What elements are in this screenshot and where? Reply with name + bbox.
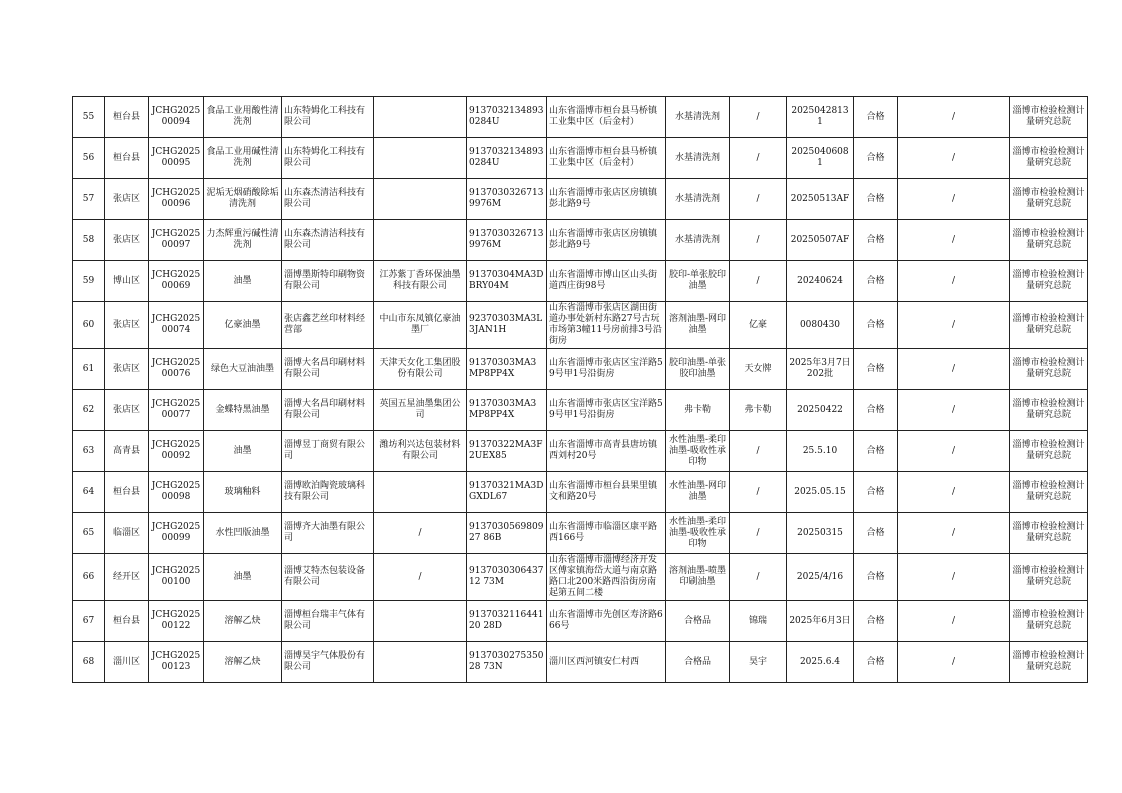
row-number: 57	[73, 179, 105, 220]
sample-code-cell: JCHG202500077	[149, 390, 204, 431]
batch-cell: 0080430	[787, 302, 854, 349]
product-name-cell: 泥垢无烟硝酸除垢清洗剂	[204, 179, 282, 220]
note-cell: /	[898, 642, 1010, 683]
agency-cell: 淄博市检验检测计量研究总院	[1010, 97, 1088, 138]
sample-code-cell: JCHG202500092	[149, 431, 204, 472]
table-row	[73, 261, 1088, 302]
table-row	[73, 431, 1088, 472]
spec-type-cell: 胶印油墨-单张胶印油墨	[666, 349, 730, 390]
note-cell: /	[898, 513, 1010, 554]
spec-type-cell: 水基清洗剂	[666, 138, 730, 179]
row-number: 58	[73, 220, 105, 261]
brand-cell: /	[730, 472, 787, 513]
batch-cell: 20240624	[787, 261, 854, 302]
manufacturer-cell	[374, 220, 467, 261]
sampled-unit-cell: 淄博桓台瑞丰气体有限公司	[282, 601, 374, 642]
district-cell: 张店区	[105, 179, 149, 220]
spec-type-cell: 水性油墨-柔印油墨-吸收性承印物	[666, 431, 730, 472]
brand-cell: /	[730, 138, 787, 179]
product-name-cell: 水性凹版油墨	[204, 513, 282, 554]
note-cell: /	[898, 554, 1010, 601]
result-cell: 合格	[854, 302, 898, 349]
manufacturer-cell: /	[374, 554, 467, 601]
result-cell: 合格	[854, 642, 898, 683]
product-name-cell: 力杰辉重污碱性清洗剂	[204, 220, 282, 261]
brand-cell: 亿豪	[730, 302, 787, 349]
result-cell: 合格	[854, 390, 898, 431]
row-number: 63	[73, 431, 105, 472]
product-name-cell: 玻璃釉料	[204, 472, 282, 513]
result-cell: 合格	[854, 472, 898, 513]
address-cell: 山东省淄博市桓台县果里镇文和路20号	[547, 472, 666, 513]
manufacturer-cell: 天津天女化工集团股份有限公司	[374, 349, 467, 390]
spec-type-cell: 水性油墨-网印油墨	[666, 472, 730, 513]
table-row	[73, 220, 1088, 261]
note-cell: /	[898, 138, 1010, 179]
credit-code-cell: 91370321348930284U	[467, 138, 547, 179]
sample-code-cell: JCHG202500099	[149, 513, 204, 554]
manufacturer-cell	[374, 472, 467, 513]
address-cell: 山东省淄博市桓台县马桥镇工业集中区（后金村）	[547, 97, 666, 138]
district-cell: 张店区	[105, 349, 149, 390]
district-cell: 博山区	[105, 261, 149, 302]
row-number: 56	[73, 138, 105, 179]
row-number: 60	[73, 302, 105, 349]
result-cell: 合格	[854, 431, 898, 472]
manufacturer-cell: 中山市东凤镇亿豪油墨厂	[374, 302, 467, 349]
address-cell: 山东省淄博市桓台县马桥镇工业集中区（后金村）	[547, 138, 666, 179]
table-row	[73, 302, 1088, 349]
result-cell: 合格	[854, 179, 898, 220]
note-cell: /	[898, 431, 1010, 472]
agency-cell: 淄博市检验检测计量研究总院	[1010, 431, 1088, 472]
table-row	[73, 97, 1088, 138]
brand-cell: 锦瑞	[730, 601, 787, 642]
row-number: 64	[73, 472, 105, 513]
brand-cell: /	[730, 179, 787, 220]
credit-code-cell: 913703030643712 73M	[467, 554, 547, 601]
table-row	[73, 554, 1088, 601]
sampled-unit-cell: 淄博昊宇气体股份有限公司	[282, 642, 374, 683]
manufacturer-cell	[374, 642, 467, 683]
spec-type-cell: 水基清洗剂	[666, 179, 730, 220]
row-number: 68	[73, 642, 105, 683]
district-cell: 桓台县	[105, 601, 149, 642]
spec-type-cell: 弗卡勒	[666, 390, 730, 431]
row-number: 67	[73, 601, 105, 642]
sample-code-cell: JCHG202500097	[149, 220, 204, 261]
sampled-unit-cell: 淄博大名昌印刷材料有限公司	[282, 349, 374, 390]
spec-type-cell: 水基清洗剂	[666, 97, 730, 138]
table-row	[73, 642, 1088, 683]
row-number: 66	[73, 554, 105, 601]
batch-cell: 2025年6月3日	[787, 601, 854, 642]
manufacturer-cell	[374, 179, 467, 220]
sampled-unit-cell: 山东特姆化工科技有限公司	[282, 138, 374, 179]
result-cell: 合格	[854, 97, 898, 138]
sampled-unit-cell: 张店鑫艺丝印材料经营部	[282, 302, 374, 349]
credit-code-cell: 92370303MA3L3JAN1H	[467, 302, 547, 349]
spec-type-cell: 溶剂油墨-喷墨印刷油墨	[666, 554, 730, 601]
table-row	[73, 390, 1088, 431]
row-number: 62	[73, 390, 105, 431]
manufacturer-cell: 潍坊利兴达包装材料有限公司	[374, 431, 467, 472]
credit-code-cell: 91370303267139976M	[467, 179, 547, 220]
district-cell: 临淄区	[105, 513, 149, 554]
brand-cell: /	[730, 554, 787, 601]
manufacturer-cell: 江苏紫丁香环保油墨科技有限公司	[374, 261, 467, 302]
table-row	[73, 601, 1088, 642]
agency-cell: 淄博市检验检测计量研究总院	[1010, 220, 1088, 261]
table-row	[73, 513, 1088, 554]
product-name-cell: 油墨	[204, 261, 282, 302]
note-cell: /	[898, 601, 1010, 642]
spec-type-cell: 合格品	[666, 642, 730, 683]
sampled-unit-cell: 淄博欧泊陶瓷玻璃科技有限公司	[282, 472, 374, 513]
sampled-unit-cell: 淄博昱丁商贸有限公司	[282, 431, 374, 472]
sampled-unit-cell: 山东森杰清洁科技有限公司	[282, 220, 374, 261]
manufacturer-cell: /	[374, 513, 467, 554]
address-cell: 山东省淄博市张店区房镇镇彭北路9号	[547, 179, 666, 220]
district-cell: 桓台县	[105, 97, 149, 138]
sampled-unit-cell: 山东森杰清洁科技有限公司	[282, 179, 374, 220]
agency-cell: 淄博市检验检测计量研究总院	[1010, 601, 1088, 642]
sample-code-cell: JCHG202500100	[149, 554, 204, 601]
note-cell: /	[898, 179, 1010, 220]
credit-code-cell: 91370321MA3DGXDL67	[467, 472, 547, 513]
note-cell: /	[898, 390, 1010, 431]
note-cell: /	[898, 349, 1010, 390]
table-row	[73, 179, 1088, 220]
credit-code-cell: 91370303MA3MP8PP4X	[467, 390, 547, 431]
spec-type-cell: 水基清洗剂	[666, 220, 730, 261]
address-cell: 山东省淄博市先创区寿济路666号	[547, 601, 666, 642]
district-cell: 经开区	[105, 554, 149, 601]
credit-code-cell: 91370303MA3MP8PP4X	[467, 349, 547, 390]
batch-cell: 2025/4/16	[787, 554, 854, 601]
batch-cell: 25.5.10	[787, 431, 854, 472]
inspection-results-table	[72, 96, 1088, 683]
table-row	[73, 349, 1088, 390]
result-cell: 合格	[854, 554, 898, 601]
agency-cell: 淄博市检验检测计量研究总院	[1010, 138, 1088, 179]
agency-cell: 淄博市检验检测计量研究总院	[1010, 349, 1088, 390]
table-row	[73, 138, 1088, 179]
result-cell: 合格	[854, 513, 898, 554]
manufacturer-cell	[374, 601, 467, 642]
credit-code-cell: 91370322MA3F2UEX85	[467, 431, 547, 472]
batch-cell: 2025.05.15	[787, 472, 854, 513]
district-cell: 桓台县	[105, 472, 149, 513]
product-name-cell: 金蝶特黑油墨	[204, 390, 282, 431]
result-cell: 合格	[854, 349, 898, 390]
sample-code-cell: JCHG202500074	[149, 302, 204, 349]
brand-cell: /	[730, 513, 787, 554]
address-cell: 山东省淄博市张店区宝洋路59号甲1号沿街房	[547, 390, 666, 431]
result-cell: 合格	[854, 220, 898, 261]
sample-code-cell: JCHG202500123	[149, 642, 204, 683]
manufacturer-cell	[374, 138, 467, 179]
agency-cell: 淄博市检验检测计量研究总院	[1010, 390, 1088, 431]
sampled-unit-cell: 淄博齐大油墨有限公司	[282, 513, 374, 554]
result-cell: 合格	[854, 138, 898, 179]
brand-cell: 弗卡勒	[730, 390, 787, 431]
credit-code-cell: 91370321348930284U	[467, 97, 547, 138]
agency-cell: 淄博市检验检测计量研究总院	[1010, 472, 1088, 513]
spec-type-cell: 溶剂油墨-网印油墨	[666, 302, 730, 349]
district-cell: 张店区	[105, 220, 149, 261]
row-number: 61	[73, 349, 105, 390]
agency-cell: 淄博市检验检测计量研究总院	[1010, 513, 1088, 554]
batch-cell: 20250428131	[787, 97, 854, 138]
brand-cell: /	[730, 261, 787, 302]
agency-cell: 淄博市检验检测计量研究总院	[1010, 642, 1088, 683]
row-number: 59	[73, 261, 105, 302]
batch-cell: 20250507AF	[787, 220, 854, 261]
agency-cell: 淄博市检验检测计量研究总院	[1010, 554, 1088, 601]
note-cell: /	[898, 302, 1010, 349]
agency-cell: 淄博市检验检测计量研究总院	[1010, 179, 1088, 220]
sample-code-cell: JCHG202500098	[149, 472, 204, 513]
district-cell: 张店区	[105, 390, 149, 431]
brand-cell: /	[730, 431, 787, 472]
batch-cell: 20250315	[787, 513, 854, 554]
spec-type-cell: 水性油墨-柔印油墨-吸收性承印物	[666, 513, 730, 554]
credit-code-cell: 913703056980927 86B	[467, 513, 547, 554]
row-number: 65	[73, 513, 105, 554]
spec-type-cell: 胶印-单张胶印油墨	[666, 261, 730, 302]
manufacturer-cell	[374, 97, 467, 138]
row-number: 55	[73, 97, 105, 138]
address-cell: 山东省淄博市张店区湖田街道办事处新村东路27号古玩市场第3幢11号房前排3号沿街房	[547, 302, 666, 349]
sample-code-cell: JCHG202500069	[149, 261, 204, 302]
address-cell: 山东省淄博市博山区山头街道西庄街98号	[547, 261, 666, 302]
result-cell: 合格	[854, 261, 898, 302]
sampled-unit-cell: 山东特姆化工科技有限公司	[282, 97, 374, 138]
batch-cell: 20250422	[787, 390, 854, 431]
product-name-cell: 亿豪油墨	[204, 302, 282, 349]
spec-type-cell: 合格品	[666, 601, 730, 642]
product-name-cell: 油墨	[204, 431, 282, 472]
table-body	[73, 97, 1088, 683]
brand-cell: /	[730, 220, 787, 261]
district-cell: 高青县	[105, 431, 149, 472]
agency-cell: 淄博市检验检测计量研究总院	[1010, 261, 1088, 302]
note-cell: /	[898, 472, 1010, 513]
note-cell: /	[898, 220, 1010, 261]
product-name-cell: 绿色大豆油油墨	[204, 349, 282, 390]
batch-cell: 2025.6.4	[787, 642, 854, 683]
batch-cell: 20250513AF	[787, 179, 854, 220]
product-name-cell: 溶解乙炔	[204, 601, 282, 642]
brand-cell: /	[730, 97, 787, 138]
batch-cell: 2025年3月7日202批	[787, 349, 854, 390]
sample-code-cell: JCHG202500076	[149, 349, 204, 390]
brand-cell: 昊宇	[730, 642, 787, 683]
sampled-unit-cell: 淄博艾特杰包装设备有限公司	[282, 554, 374, 601]
address-cell: 山东省淄博市张店区房镇镇彭北路9号	[547, 220, 666, 261]
credit-code-cell: 913703211644120 28D	[467, 601, 547, 642]
credit-code-cell: 91370304MA3DBRY04M	[467, 261, 547, 302]
brand-cell: 天女牌	[730, 349, 787, 390]
table-row	[73, 472, 1088, 513]
product-name-cell: 食品工业用碱性清洗剂	[204, 138, 282, 179]
product-name-cell: 油墨	[204, 554, 282, 601]
sample-code-cell: JCHG202500096	[149, 179, 204, 220]
sample-code-cell: JCHG202500094	[149, 97, 204, 138]
manufacturer-cell: 英国五星油墨集团公司	[374, 390, 467, 431]
address-cell: 山东省淄博市张店区宝洋路59号甲1号沿街房	[547, 349, 666, 390]
district-cell: 淄川区	[105, 642, 149, 683]
sampled-unit-cell: 淄博大名昌印刷材料有限公司	[282, 390, 374, 431]
note-cell: /	[898, 97, 1010, 138]
credit-code-cell: 913703027535028 73N	[467, 642, 547, 683]
product-name-cell: 食品工业用酸性清洗剂	[204, 97, 282, 138]
address-cell: 山东省淄博市临淄区康平路西166号	[547, 513, 666, 554]
address-cell: 山东省淄博市高青县唐坊镇西刘村20号	[547, 431, 666, 472]
note-cell: /	[898, 261, 1010, 302]
agency-cell: 淄博市检验检测计量研究总院	[1010, 302, 1088, 349]
address-cell: 山东省淄博市淄博经济开发区傅家镇海岱大道与南京路路口北200米路西沿街房南起第五间二楼	[547, 554, 666, 601]
sampled-unit-cell: 淄博墨斯特印刷物资有限公司	[282, 261, 374, 302]
sample-code-cell: JCHG202500095	[149, 138, 204, 179]
credit-code-cell: 91370303267139976M	[467, 220, 547, 261]
district-cell: 桓台县	[105, 138, 149, 179]
district-cell: 张店区	[105, 302, 149, 349]
batch-cell: 20250406081	[787, 138, 854, 179]
product-name-cell: 溶解乙炔	[204, 642, 282, 683]
address-cell: 淄川区西河镇安仁村西	[547, 642, 666, 683]
sample-code-cell: JCHG202500122	[149, 601, 204, 642]
result-cell: 合格	[854, 601, 898, 642]
